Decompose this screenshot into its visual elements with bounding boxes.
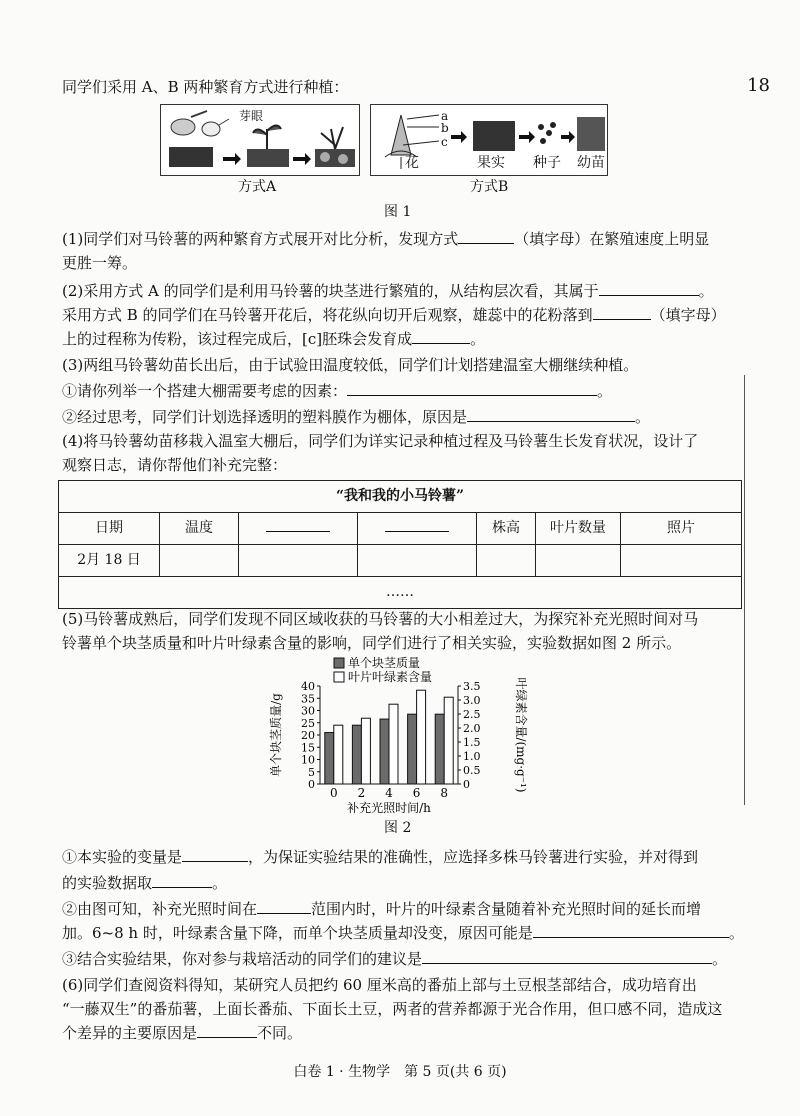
bar-chlorophyll [417, 690, 426, 784]
table-title: “我和我的小马铃薯” [59, 481, 742, 513]
q5-s1-text-b: ，为保证实验结果的准确性，应选择多株马铃薯进行实验，并对得到 [248, 848, 699, 866]
left-tick-label: 25 [301, 716, 315, 730]
row1-cell[interactable] [160, 545, 239, 577]
q4-line2: 观察日志，请你帮他们补充完整： [62, 456, 288, 474]
legend-label: 叶片叶绿素含量 [348, 670, 433, 684]
q3-sub1-end: 。 [597, 382, 613, 400]
x-tick-label: 4 [385, 786, 393, 800]
q2-blank-2[interactable] [593, 305, 651, 320]
header-blank-1[interactable] [239, 513, 358, 545]
figure1-method-a [160, 104, 360, 176]
x-tick-label: 2 [357, 786, 366, 800]
q5-s1-line1 [62, 846, 738, 869]
right-tick-label: 2.5 [463, 708, 481, 721]
left-tick-label: 10 [301, 753, 315, 767]
q2-text-c: 采用方式 B 的同学们在马铃薯开花后，将花纵向切开后观察，雄蕊中的花粉落到 [62, 306, 593, 324]
header-blank-2[interactable] [358, 513, 477, 545]
row1-cell[interactable] [358, 545, 477, 577]
bar-chlorophyll [389, 704, 398, 784]
margin-rule [744, 375, 745, 805]
flower-part-c: c [441, 135, 448, 149]
left-axis-label: 单个块茎质量/g [269, 693, 283, 777]
q2-line1 [62, 280, 738, 303]
bar-chlorophyll [361, 718, 370, 784]
row1-cell[interactable] [239, 545, 358, 577]
q3-blank-1[interactable] [347, 381, 597, 396]
flower-part-b: b [441, 121, 449, 135]
q3-blank-2[interactable] [467, 407, 635, 422]
right-tick-label: 3.5 [463, 680, 481, 693]
x-axis-label: 补充光照时间/h [347, 801, 431, 815]
right-tick-label: 3.0 [463, 694, 481, 707]
header-leaf-count: 叶片数量 [536, 513, 621, 545]
left-tick-label: 0 [308, 778, 315, 791]
stage-flower: 花 [405, 155, 419, 171]
page-footer: 白卷 1 · 生物学 第 5 页(共 6 页) [293, 1064, 507, 1080]
q6-text-d: 不同。 [257, 1024, 303, 1042]
q5-s1-text-c: 的实验数据取 [62, 874, 153, 892]
row1-cell[interactable] [621, 545, 742, 577]
q1-line2: 更胜一筹。 [62, 254, 138, 272]
right-tick-label: 1.0 [463, 750, 481, 763]
table-header-row [59, 513, 742, 545]
table-row [59, 545, 742, 577]
q5-s3-line [62, 948, 738, 971]
flower-part-a: a [441, 109, 449, 123]
q1-text-b: （填字母）在繁殖速度上明显 [514, 230, 710, 248]
header-photo: 照片 [621, 513, 742, 545]
header-blank-2-line[interactable] [385, 517, 449, 532]
left-tick-label: 35 [301, 692, 315, 706]
q2-line2 [62, 304, 738, 327]
q2-text-e: 上的过程称为传粉，该过程完成后，[c]胚珠会发育成 [62, 330, 413, 348]
q5-s2-text-b: 范围内时，叶片的叶绿素含量随着补充光照时间的延长而增 [311, 900, 702, 918]
x-tick-label: 0 [329, 786, 338, 800]
bud-label: 芽眼 [239, 109, 264, 123]
q5-s1-line2 [62, 872, 738, 895]
q1-blank[interactable] [458, 229, 514, 244]
intro-text: 同学们采用 A、B 两种繁育方式进行种植： [62, 78, 349, 96]
q5-s2-text-a: ②由图可知，补充光照时间在 [62, 900, 258, 918]
legend-swatch [334, 672, 344, 682]
left-tick-label: 15 [301, 741, 315, 755]
header-height: 株高 [477, 513, 536, 545]
left-tick-label: 30 [301, 704, 315, 718]
right-tick-label: 2.0 [463, 722, 481, 735]
q1-line1 [62, 228, 738, 251]
q5-s1-text-a: ①本实验的变量是 [62, 848, 183, 866]
q2-text-f: 。 [470, 330, 486, 348]
bar-chlorophyll [444, 697, 453, 784]
q3-sub2-text: ②经过思考，同学们计划选择透明的塑料膜作为棚体，原因是 [62, 408, 468, 426]
x-tick-label: 6 [412, 786, 421, 800]
bar-tuber-mass [352, 725, 361, 784]
header-temp: 温度 [160, 513, 239, 545]
q5-line2: 铃薯单个块茎质量和叶片叶绿素含量的影响，同学们进行了相关实验，实验数据如图 2 所示。 [62, 634, 682, 652]
q5-s2-line2 [62, 922, 744, 945]
figure2-chart [262, 654, 532, 816]
right-tick-label: 1.5 [463, 736, 481, 749]
q3-intro: (3)两组马铃薯幼苗长出后，由于试验田温度较低，同学们计划搭建温室大棚继续种植。 [62, 356, 639, 374]
row1-cell[interactable] [477, 545, 536, 577]
bar-tuber-mass [408, 714, 417, 784]
right-axis-label: 叶绿素含量/(mg·g⁻¹) [514, 677, 528, 793]
method-a-caption: 方式A [238, 179, 277, 195]
header-blank-1-line[interactable] [266, 517, 330, 532]
stage-seedling: 幼苗 [577, 153, 605, 175]
q5-s3-text-b: 。 [712, 950, 728, 968]
stage-fruit: 果实 [477, 155, 505, 171]
q5-blank-4[interactable] [533, 923, 729, 938]
x-tick-label: 8 [440, 786, 449, 800]
row1-cell[interactable] [536, 545, 621, 577]
bar-tuber-mass [380, 719, 389, 784]
bar-chlorophyll [334, 725, 343, 784]
left-tick-label: 40 [301, 680, 315, 693]
q5-s2-text-d: 。 [728, 924, 744, 942]
right-tick-label: 0 [463, 778, 470, 791]
q2-blank-1[interactable] [599, 281, 699, 296]
q2-blank-3[interactable] [412, 329, 470, 344]
q3-sub1-text: ①请你列举一个搭建大棚需要考虑的因素： [62, 382, 348, 400]
q3-sub2-end: 。 [635, 408, 651, 426]
right-tick-label: 0.5 [463, 764, 481, 777]
q2-text-d: （填字母） [650, 306, 726, 324]
left-tick-label: 20 [301, 729, 315, 742]
q5-blank-5[interactable] [422, 949, 712, 964]
q2-text-b: 。 [698, 282, 714, 300]
q6-text-c: 个差异的主要原因是 [62, 1024, 198, 1042]
q4-line1: (4)将马铃薯幼苗移栽入温室大棚后，同学们为详实记录种植过程及马铃薯生长发育状况，设计了 [62, 432, 699, 450]
page-number: 18 [747, 75, 770, 96]
left-tick-label: 5 [308, 765, 315, 779]
q6-line1: (6)同学们查阅资料得知，某研究人员把约 60 厘米高的番茄上部与土豆根茎部结合，成功培育出 [62, 976, 697, 994]
figure1-caption: 图 1 [384, 204, 412, 220]
q2-text-a: (2)采用方式 A 的同学们是利用马铃薯的块茎进行繁殖的，从结构层次看，其属于 [62, 282, 599, 300]
q5-s2-text-c: 加。6~8 h 时，叶绿素含量下降，而单个块茎质量却没变，原因可能是 [62, 924, 533, 942]
method-b-caption: 方式B [470, 179, 509, 195]
header-date: 日期 [59, 513, 160, 545]
q5-s1-text-d: 。 [212, 874, 228, 892]
q5-line1: (5)马铃薯成熟后，同学们发现不同区域收获的马铃薯的大小相差过大，为探究补充光照时间对马 [62, 610, 699, 628]
row1-date: 2月 18 日 [59, 545, 160, 577]
bar-tuber-mass [435, 714, 444, 784]
q5-s2-line1 [62, 898, 738, 921]
legend-swatch [334, 658, 344, 668]
legend-label: 单个块茎质量 [348, 656, 421, 670]
q2-line3 [62, 328, 738, 351]
bar-tuber-mass [325, 733, 334, 784]
q5-s3-text-a: ③结合实验结果，你对参与栽培活动的同学们的建议是 [62, 950, 423, 968]
q6-line3 [62, 1022, 738, 1045]
observation-table [58, 480, 742, 609]
q3-sub2 [62, 406, 738, 429]
q3-sub1 [62, 380, 738, 403]
q5-blank-2[interactable] [152, 873, 212, 888]
q5-blank-3[interactable] [257, 899, 311, 914]
q6-line2: “一藤双生”的番茄薯，上面长番茄、下面长土豆，两者的营养都源于光合作用，但口感不同，造成这 [62, 1000, 723, 1018]
figure2-caption: 图 2 [384, 820, 412, 836]
table-ellipsis: …… [59, 577, 742, 609]
q6-blank[interactable] [197, 1023, 257, 1038]
stage-seed: 种子 [533, 155, 561, 171]
q1-text-a: (1)同学们对马铃薯的两种繁育方式展开对比分析，发现方式 [62, 230, 459, 248]
figure1-method-b [370, 104, 608, 176]
q5-blank-1[interactable] [182, 847, 248, 862]
